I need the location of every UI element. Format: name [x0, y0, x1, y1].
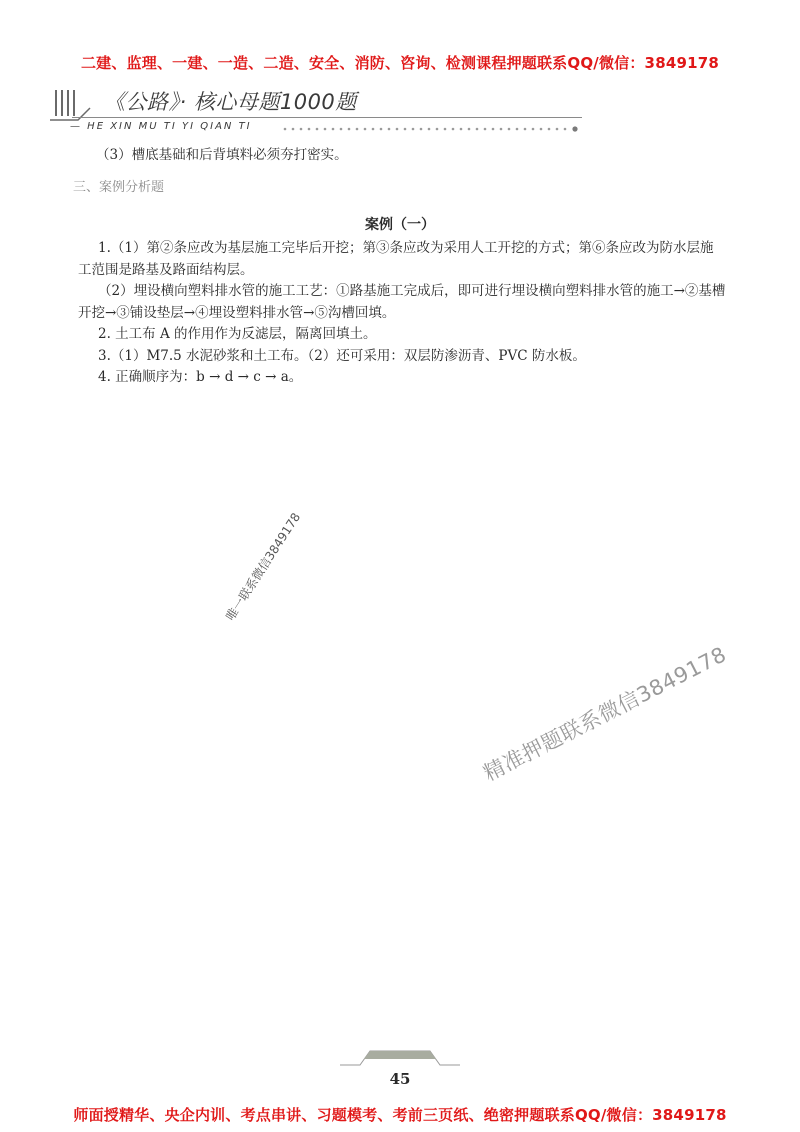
page-header — [0, 80, 800, 150]
case-title: 案例（一） — [365, 217, 435, 233]
answer-paragraph: 1.（1）第②条应改为基层施工完毕后开挖；第③条应改为采用人工开挖的方式；第⑥条应改为防水层施工范围是路基及路面结构层。 — [78, 240, 714, 278]
answer-paragraph: 3.（1）M7.5 水泥砂浆和土工布。（2）还可采用：双层防渗沥青、PVC 防水板。 — [98, 347, 586, 364]
watermark-large: 精准押题联系微信3849178 — [479, 642, 731, 786]
header-dots-ornament — [282, 126, 582, 132]
page-number: 45 — [389, 1070, 411, 1088]
header-title: 《公路》· 核心母题1000题 — [104, 90, 357, 114]
answer-paragraph: 2. 土工布 A 的作用作为反滤层，隔离回填土。 — [98, 326, 377, 342]
answer-item-3: （3）槽底基础和后背填料必须夯打密实。 — [96, 147, 348, 163]
watermark-small: 唯一联系微信3849178 — [223, 510, 304, 624]
header-rule — [72, 117, 582, 118]
header-subtitle: — HE XIN MU TI YI QIAN TI — [70, 121, 252, 132]
top-banner: 二建、监理、一建、一造、二造、安全、消防、咨询、检测课程押题联系QQ/微信：3849178 — [80, 54, 720, 72]
answer-paragraph: 4. 正确顺序为：b → d → c → a。 — [98, 369, 303, 385]
page-number-tab-ornament — [340, 1045, 460, 1067]
answer-block — [78, 238, 726, 389]
header-stripes-ornament — [50, 90, 110, 124]
bottom-banner: 师面授精华、央企内训、考点串讲、习题模考、考前三页纸、绝密押题联系QQ/微信：3849178 — [73, 1106, 727, 1124]
answer-paragraph: （2）埋设横向塑料排水管的施工工艺：①路基施工完成后，即可进行埋设横向塑料排水管的施工→②基槽开挖→③铺设垫层→④埋设塑料排水管→⑤沟槽回填。 — [78, 283, 726, 321]
section-heading: 三、案例分析题 — [73, 180, 165, 195]
